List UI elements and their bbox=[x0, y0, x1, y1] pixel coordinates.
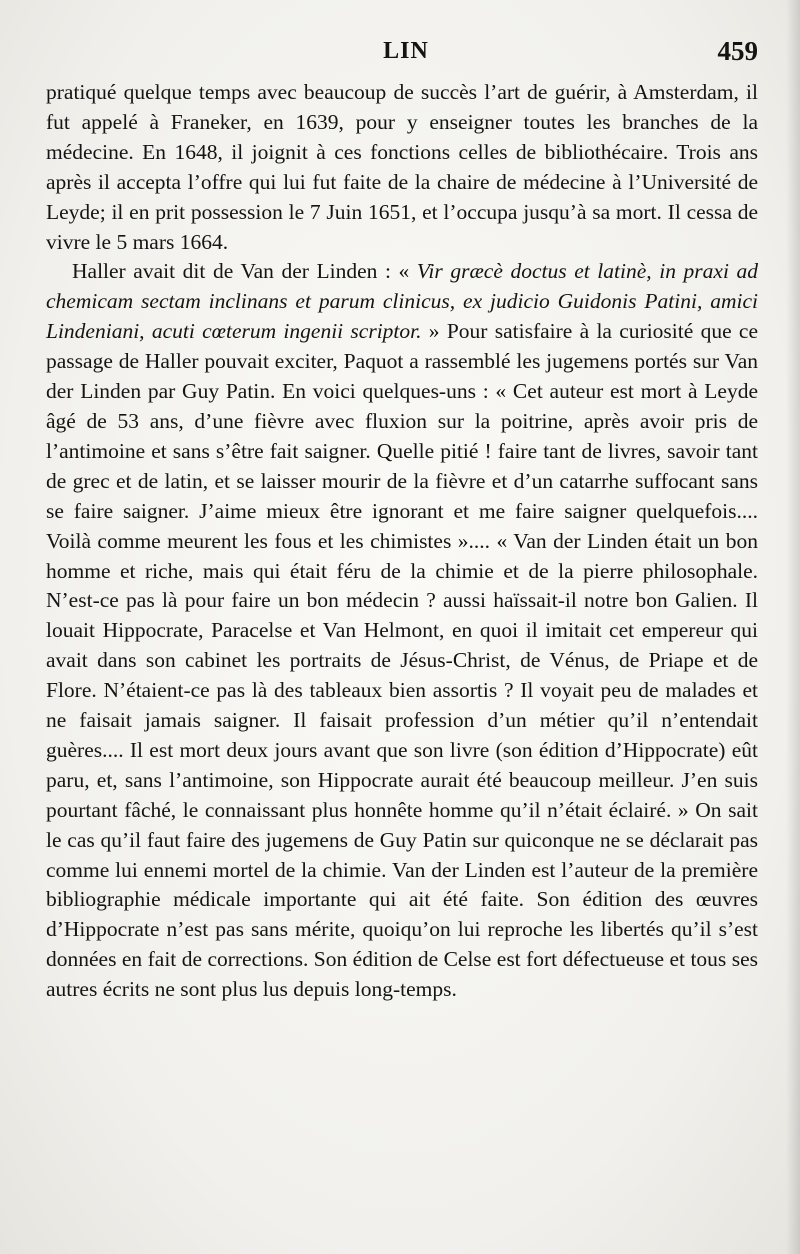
paragraph-2 bbox=[46, 257, 758, 1005]
page-number: 459 bbox=[717, 36, 758, 66]
paragraph-2-rest: » Pour satisfaire à la curiosité que ce passage de Haller pouvait exciter, Paquot a rassemblé les jugemens portés sur Van der Linden par Guy Patin. En voici quelques-uns : « Cet auteur est mort à Leyde âgé de 53 ans, d’une fièvre avec fluxion sur la poitrine, après avoir pris de l’antimoine et sans s’être fait saigner. Quelle pitié ! faire tant de livres, savoir tant de grec et de latin, et se laisser mourir de la fièvre et d’un catarrhe suffocant sans se faire saigner. J’aime mieux être ignorant et me faire saigner quelquefois.... Voilà comme meurent les fous et les chimistes ».... « Van der Linden était un bon homme et riche, mais qui était féru de la chimie et de la pierre philosophale. N’est-ce pas là pour faire un bon médecin ? aussi haïssait-il notre bon Galien. Il louait Hippocrate, Paracelse et Van Helmont, en quoi il imitait cet empereur qui avait dans son cabinet les portraits de Jésus-Christ, de Vénus, de Priape et de Flore. N’étaient-ce pas là des tableaux bien assortis ? Il voyait peu de malades et ne faisait jamais saigner. Il faisait profession d’un métier qu’il n’entendait guères.... Il est mort deux jours avant que son livre (son édition d’Hippocrate) eût paru, et, sans l’antimoine, son Hippocrate aurait été beaucoup meilleur. J’en suis pourtant fâché, le connaissant plus honnête homme qu’il n’était éclairé. » On sait le cas qu’il faut faire des jugemens de Guy Patin sur quiconque ne se déclarait pas comme lui ennemi mortel de la chimie. Van der Linden est l’auteur de la première bibliographie médicale importante qui ait été faite. Son édition des œuvres d’Hippocrate n’est pas sans mérite, quoiqu’on lui reproche les libertés qu’il s’est données en fait de corrections. Son édition de Celse est fort défectueuse et tous ses autres écrits ne sont plus lus depuis long-temps. bbox=[46, 319, 758, 1002]
paragraph-1: pratiqué quelque temps avec beaucoup de succès l’art de guérir, à Amsterdam, il fut appelé à Franeker, en 1639, pour y enseigner toutes les branches de la médecine. En 1648, il joignit à ces fonctions celles de bibliothécaire. Trois ans après il accepta l’offre qui lui fut faite de la chaire de médecine à l’Université de Leyde; il en prit possession le 7 Juin 1651, et l’occupa jusqu’à sa mort. Il cessa de vivre le 5 mars 1664. bbox=[46, 80, 758, 254]
page-header bbox=[48, 38, 764, 78]
page-edge-shadow bbox=[786, 0, 800, 1254]
paragraph-2-intro: Haller avait dit de Van der Linden : « bbox=[72, 259, 417, 284]
latin-quote: Vir græcè doctus et latinè, in praxi ad chemicam sectam inclinans et parum clinicus, ex judicio Guidonis Patini, amici Lindeniani, acuti cœterum ingenii scriptor. bbox=[46, 259, 758, 344]
body-text bbox=[46, 78, 758, 1005]
running-head: LIN bbox=[383, 38, 429, 64]
